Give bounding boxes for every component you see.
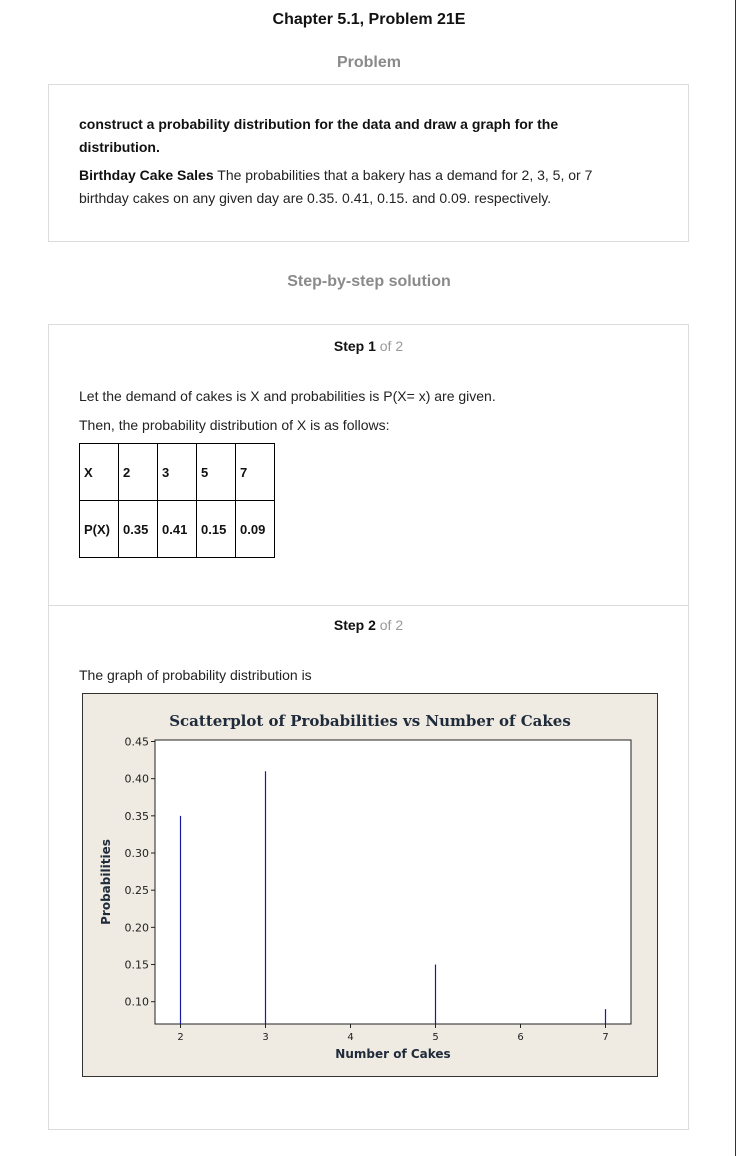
step1-of: of 2 bbox=[375, 338, 404, 354]
table-cell: 0.09 bbox=[236, 501, 275, 558]
x-axis-label: Number of Cakes bbox=[335, 1047, 451, 1061]
problem-heading: Problem bbox=[336, 54, 401, 71]
table-cell: 0.35 bbox=[119, 501, 158, 558]
step1-line1: Let the demand of cakes is X and probabilities is P(X= x) are given. bbox=[79, 388, 496, 404]
probability-chart bbox=[83, 694, 657, 1076]
distribution-table bbox=[79, 443, 275, 558]
table-row-px bbox=[80, 501, 275, 558]
y-tick-label: 0.10 bbox=[124, 995, 149, 1009]
step-divider bbox=[49, 605, 688, 606]
y-tick-label: 0.15 bbox=[124, 958, 149, 972]
y-tick-label: 0.30 bbox=[124, 847, 149, 861]
y-tick-label: 0.45 bbox=[124, 735, 149, 749]
x-axis bbox=[177, 1024, 608, 1043]
step1-line2: Then, the probability distribution of X is as follows: bbox=[79, 417, 390, 433]
page-right-border bbox=[735, 0, 736, 1156]
y-axis-label: Probabilities bbox=[99, 839, 113, 925]
chapter-title: Chapter 5.1, Problem 21E bbox=[272, 11, 466, 28]
x-tick-label: 2 bbox=[177, 1032, 184, 1043]
table-row-x bbox=[80, 444, 275, 501]
plot-area bbox=[155, 740, 631, 1024]
x-tick-label: 3 bbox=[262, 1032, 269, 1043]
table-cell: 5 bbox=[197, 444, 236, 501]
x-tick-label: 4 bbox=[347, 1032, 354, 1043]
problem-body-line1 bbox=[79, 164, 592, 186]
solution-heading: Step-by-step solution bbox=[287, 273, 451, 290]
table-cell: 0.41 bbox=[158, 501, 197, 558]
table-cell: P(X) bbox=[80, 501, 119, 558]
step2-line1: The graph of probability distribution is bbox=[79, 667, 312, 683]
table-cell: 7 bbox=[236, 444, 275, 501]
chart-frame bbox=[82, 693, 658, 1077]
x-tick-label: 5 bbox=[432, 1032, 439, 1043]
problem-instruction-line1: construct a probability distribution for the data and draw a graph for the bbox=[79, 116, 559, 132]
y-tick-label: 0.35 bbox=[124, 809, 149, 823]
y-tick-label: 0.25 bbox=[124, 884, 149, 898]
step2-label: Step 2 bbox=[333, 617, 376, 633]
table-cell: 3 bbox=[158, 444, 197, 501]
problem-body-line2: birthday cakes on any given day are 0.35. 0.41, 0.15. and 0.09. respectively. bbox=[79, 190, 552, 206]
y-axis bbox=[125, 735, 156, 1008]
step1-label: Step 1 bbox=[333, 338, 376, 354]
table-cell: 2 bbox=[119, 444, 158, 501]
x-tick-label: 6 bbox=[517, 1032, 524, 1043]
step2-of: of 2 bbox=[375, 617, 404, 633]
step1-title bbox=[49, 338, 688, 354]
problem-instruction-line2: distribution. bbox=[79, 139, 160, 155]
table-cell: X bbox=[80, 444, 119, 501]
table-cell: 0.15 bbox=[197, 501, 236, 558]
y-tick-label: 0.40 bbox=[124, 772, 149, 786]
y-tick-label: 0.20 bbox=[124, 921, 149, 935]
problem-box bbox=[48, 84, 689, 242]
problem-body-text: The probabilities that a bakery has a demand for 2, 3, 5, or 7 bbox=[213, 167, 593, 183]
problem-lead: Birthday Cake Sales bbox=[79, 167, 214, 183]
step2-title bbox=[49, 617, 688, 633]
x-tick-label: 7 bbox=[602, 1032, 609, 1043]
chart-title: Scatterplot of Probabilities vs Number of Cakes bbox=[169, 712, 571, 730]
